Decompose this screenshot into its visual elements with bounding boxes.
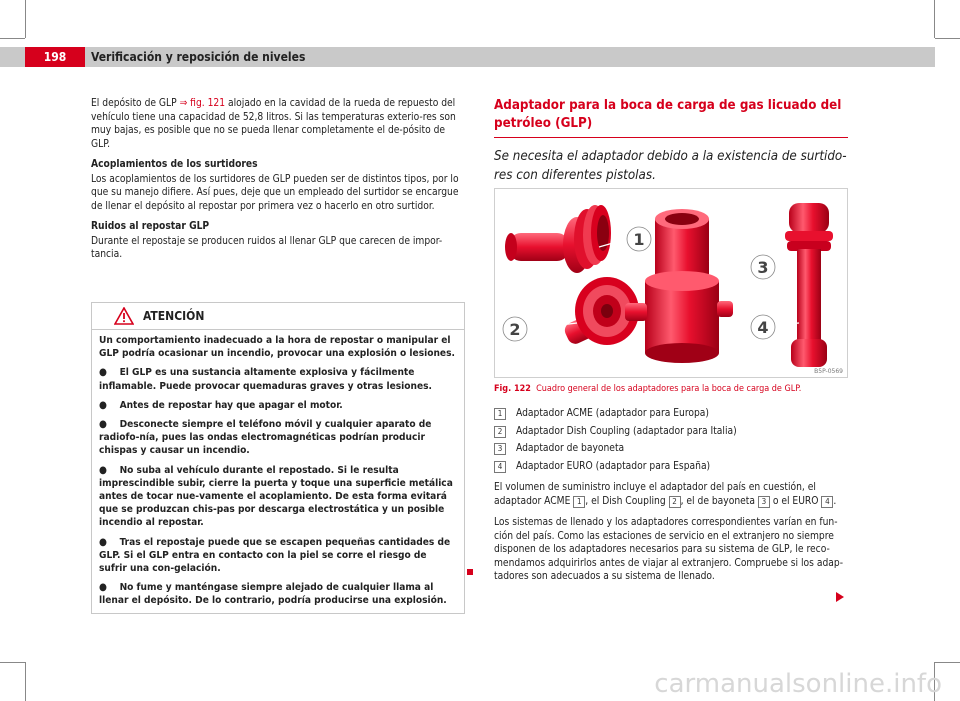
subheading: Ruidos al repostar GLP	[91, 221, 210, 232]
callout-label: 1	[633, 230, 645, 249]
text: alojado en la cavidad de la rueda de repuesto del vehículo tiene una capacidad de 52,8 litros. Si las temperaturas exterio-res son muy bajas, es posible que no se pueda llenar completamente el de-pósito de GLP.	[91, 98, 456, 150]
legend-text: Adaptador Dish Coupling (adaptador para Italia)	[516, 425, 737, 437]
acme-adapter	[505, 205, 611, 273]
page-number: 198	[25, 47, 85, 67]
right-column	[494, 97, 848, 185]
figure-caption	[494, 384, 801, 394]
legend-item	[494, 405, 848, 423]
warning-bullet: ● Desconecte siempre el teléfono móvil y cualquier aparato de radiofo-nía, pues las ondas electromagnéticas podrían producir chispas y causar un incendio.	[99, 419, 432, 457]
section-title: Adaptador para la boca de carga de gas licuado del petróleo (GLP)	[494, 97, 848, 138]
figure-adapters	[494, 188, 848, 378]
euro-adapter	[785, 203, 833, 367]
crop-mark	[25, 0, 26, 38]
warning-bullet: ● Tras el repostaje puede que se escapen pequeñas cantidades de GLP. Si el GLP entra en contacto con la piel se corre el riesgo de sufrir una con-gelación.	[99, 536, 451, 575]
paragraph: Los acoplamientos de los surtidores de GLP pueden ser de distintos tipos, por lo que su manejo difiere. Así pues, deje que un empleado del surtidor se encargue de llenar el depósito al repostar por primera vez o hacerlo en otro surtidor.	[91, 173, 459, 212]
paragraph: Durante el repostaje se producen ruidos al llenar GLP que carecen de impor-tancia.	[91, 235, 443, 260]
text: Tras el repostaje puede que se escapen pequeñas cantidades de GLP. Si el GLP entra en contacto con la piel se corre el riesgo de sufrir una con-gelación.	[99, 536, 451, 575]
callout-3	[709, 255, 775, 279]
paragraph: Los sistemas de llenado y los adaptadores correspondientes varían en fun-ción del país. Como las estaciones de servicio en el extranjero no siempre disponen de los adaptadores necesarios para su sistema de GLP, le reco-mendamos adquirirlos antes de viajar al extranjero. Compruebe si los adap-tadores son adecuados a su sistema de llenado.	[494, 517, 844, 582]
legend-item	[494, 458, 848, 476]
callout-label: 3	[757, 258, 769, 277]
watermark: carmanualsonline.info	[654, 669, 942, 699]
legend-text: Adaptador de bayoneta	[516, 443, 625, 455]
warning-body	[92, 330, 464, 613]
inline-number: 2	[669, 496, 681, 508]
legend-item	[494, 423, 848, 441]
crop-mark	[0, 662, 25, 663]
section-intro: Se necesita el adaptador debido a la existencia de surtido-res con diferentes pistolas.	[494, 149, 847, 183]
callout-4	[751, 315, 799, 339]
legend-number: 1	[494, 408, 506, 420]
text: , el Dish Coupling	[585, 495, 669, 507]
warning-triangle-icon	[114, 307, 134, 325]
end-marker	[467, 569, 473, 575]
text: o el EURO	[769, 495, 822, 507]
warning-bullet: ● No suba al vehículo durante el repostado. Si le resulta imprescindible subir, cierre la puerta y toque una superficie metálica antes de tocar nue-vamente el acoplamiento. De esta forma evitará que se produzcan chis-pas por descarga electrostática y un posible incendio al repostar.	[99, 464, 453, 529]
text: Desconecte siempre el teléfono móvil y cualquier aparato de radiofo-nía, pues las ondas electromagnéticas podrían producir chispas y causar un incendio.	[99, 419, 432, 457]
paragraph	[494, 481, 848, 508]
inline-number: 1	[573, 496, 585, 508]
subheading: Acoplamientos de los surtidores	[91, 159, 258, 170]
callout-label: 2	[509, 320, 521, 339]
text: El depósito de GLP	[91, 98, 180, 109]
inline-number: 4	[821, 496, 833, 508]
figure-code: B5P-0569	[814, 368, 843, 375]
text: No suba al vehículo durante el repostado. Si le resulta imprescindible subir, cierre la puerta y toque una superficie metálica antes de tocar nue-vamente el acoplamiento. De esta forma evitará que se produzcan chis-pas por descarga electrostática y un posible incendio al repostar.	[99, 464, 453, 529]
left-column	[91, 97, 464, 269]
callout-label: 4	[757, 318, 769, 337]
warning-bullet: ● Antes de repostar hay que apagar el motor.	[99, 399, 343, 411]
paragraph	[91, 97, 464, 151]
crop-mark	[934, 0, 935, 38]
figure-link[interactable]: ⇒ fig. 121	[179, 98, 226, 109]
warning-intro: Un comportamiento inadecuado a la hora de repostar o manipular el GLP podría ocasionar un incendio, provocar una explosión o lesiones.	[99, 335, 455, 360]
adapters-illustration	[495, 189, 847, 377]
legend-number: 4	[494, 461, 506, 473]
legend-text: Adaptador ACME (adaptador para Europa)	[516, 408, 709, 419]
legend-item	[494, 440, 848, 458]
right-body	[494, 481, 848, 592]
crop-mark	[935, 38, 960, 39]
figure-caption-text: Cuadro general de los adaptadores para la boca de carga de GLP.	[536, 384, 802, 394]
continue-arrow-icon	[836, 592, 844, 602]
text: , el de bayoneta	[680, 495, 758, 507]
crop-mark	[0, 38, 25, 39]
text: .	[833, 495, 837, 507]
figure-legend	[494, 405, 848, 476]
text: El volumen de suministro incluye el adaptador del país en cuestión, el adaptador ACME	[494, 482, 816, 507]
warning-bullet: ● El GLP es una sustancia altamente explosiva y fácilmente inflamable. Puede provocar quemaduras graves y otras lesiones.	[99, 367, 432, 392]
figure-number: Fig. 122	[494, 384, 531, 394]
crop-mark	[25, 662, 26, 701]
text: Antes de repostar hay que apagar el motor.	[119, 399, 343, 411]
inline-number: 3	[758, 496, 770, 508]
legend-text: Adaptador EURO (adaptador para España)	[516, 461, 711, 473]
text: El GLP es una sustancia altamente explosiva y fácilmente inflamable. Puede provocar quemaduras graves y otras lesiones.	[99, 367, 432, 392]
crop-mark	[935, 662, 960, 663]
warning-box	[91, 302, 465, 614]
legend-number: 3	[494, 443, 506, 455]
page-header-title: Verificación y reposición de niveles	[91, 50, 306, 64]
legend-number: 2	[494, 426, 506, 438]
warning-title: ATENCIÓN	[143, 309, 205, 323]
warning-header	[92, 303, 464, 330]
warning-bullet: ● No fume y manténgase siempre alejado de cualquier llama al llenar el depósito. De lo contrario, podría producirse una explosión.	[99, 582, 447, 607]
text: No fume y manténgase siempre alejado de cualquier llama al llenar el depósito. De lo contrario, podría producirse una explosión.	[99, 582, 447, 607]
